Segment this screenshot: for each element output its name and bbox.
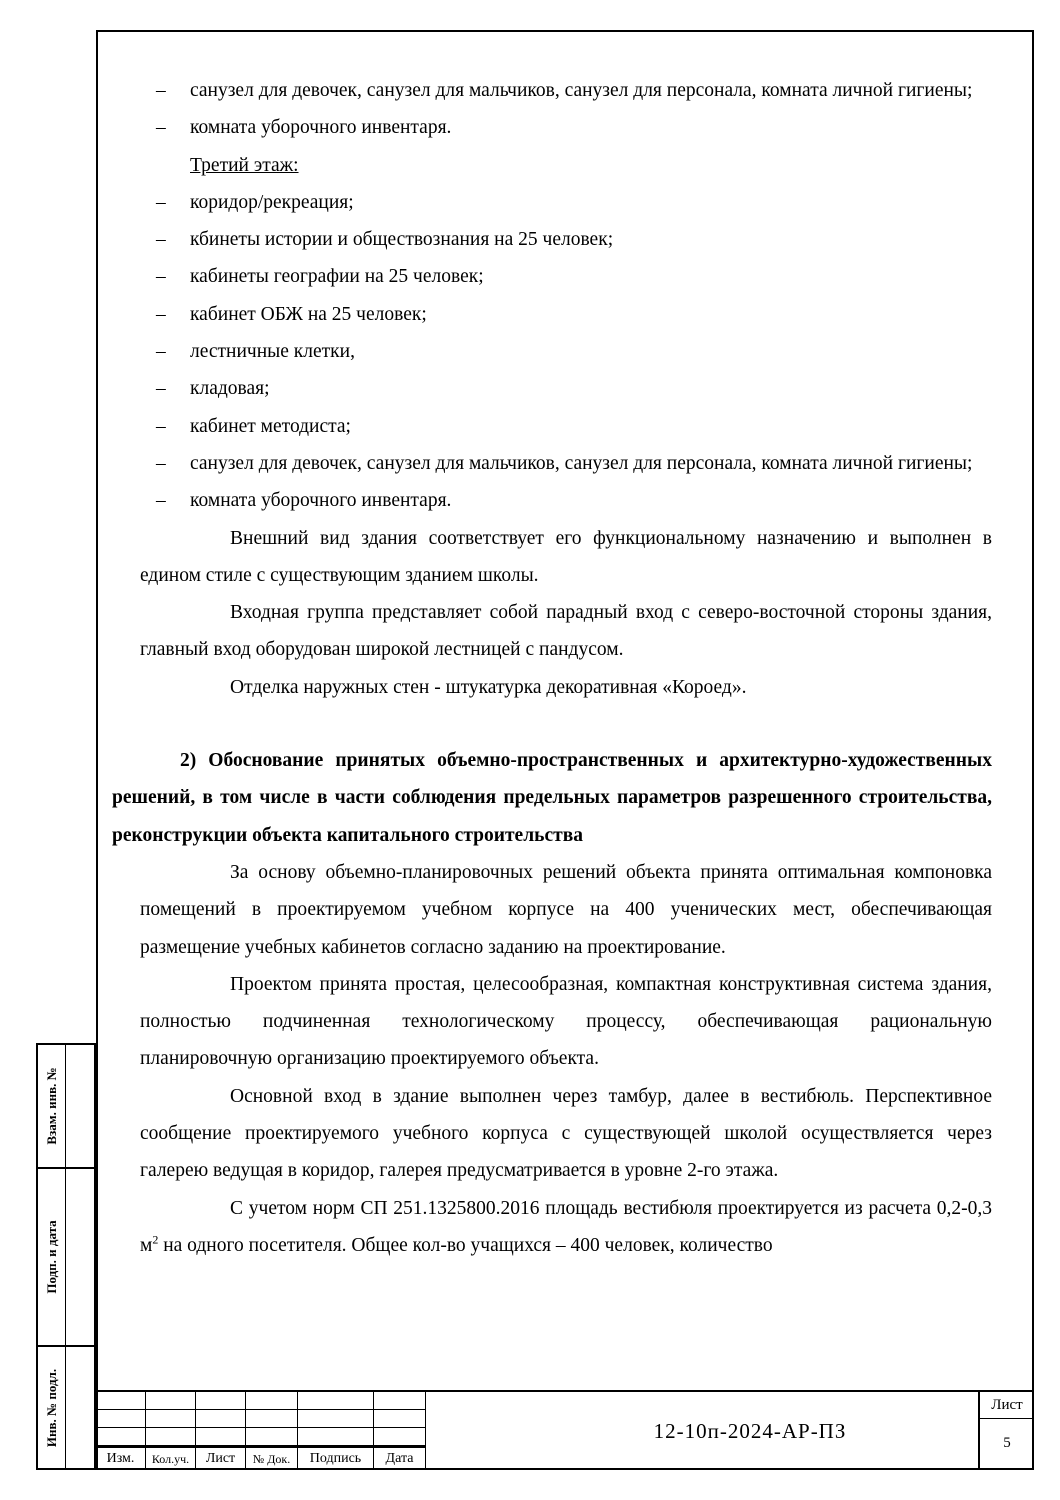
side-stamp-original: [36, 1345, 96, 1470]
title-block: [96, 1390, 1034, 1470]
list-item: – комната уборочного инвентаря.: [156, 490, 452, 512]
side-label: Инв. № подл.: [43, 1368, 59, 1447]
header-signature: Подпись: [298, 1446, 374, 1470]
revision-table: [96, 1392, 426, 1470]
document-body: [112, 72, 992, 1264]
list-item: – коридор/рекреация;: [156, 191, 354, 213]
side-stamp-replacement: [36, 1043, 96, 1169]
list-item: – санузел для девочек, санузел для мальчиков, санузел для персонала, комната личной гигиены;: [156, 80, 973, 101]
sheet-number: 5: [1003, 1435, 1011, 1451]
paragraph-norms: С учетом норм СП 251.1325800.2016 площадь вестибюля проектируется из расчета 0,2-0,3 $м^2$ на одного посетителя. Общее кол-во учащихся – 400 человек, количество: [140, 1197, 992, 1256]
paragraph-entrance: Входная группа представляет собой парадный вход с северо-восточной стороны здания, главный вход оборудован широкой лестницей с пандусом.: [140, 602, 992, 661]
list-item: – санузел для девочек, санузел для мальчиков, санузел для персонала, комната личной гигиены;: [156, 452, 973, 474]
side-label: Взам. инв. №: [43, 1067, 59, 1145]
sheet-label: Лист: [980, 1392, 1034, 1419]
section-heading: 2) Обоснование принятых объемно-пространственных и архитектурно-художественных решений, в том числе в части соблюдения предельных параметров разрешенного строительства, реконструкции объекта капитального строительства: [112, 750, 992, 846]
list-item: – кабинет методиста;: [156, 415, 351, 437]
header-change: Изм.: [96, 1446, 146, 1470]
header-doc: № Док.: [246, 1446, 298, 1470]
side-label: Подп. и дата: [43, 1220, 59, 1294]
side-stamp-signature: [36, 1167, 96, 1347]
list-item: – кабинет ОБЖ на 25 человек;: [156, 303, 427, 325]
header-date: Дата: [374, 1446, 426, 1470]
document-code: 12-10п-2024-АР-ПЗ: [653, 1418, 847, 1443]
paragraph-main-entrance: Основной вход в здание выполнен через тамбур, далее в вестибюль. Перспективное сообщение проектируемого учебного корпуса с существующей школой осуществляется через галерею ведущая в коридор, галерея предусматривается в уровне 2-го этажа.: [140, 1085, 992, 1182]
list-item: – кладовая;: [156, 378, 270, 400]
list-item: – лестничные клетки,: [156, 341, 355, 363]
list-item: – кбинеты истории и обществознания на 25 человек;: [156, 229, 614, 251]
list-item: – кабинеты географии на 25 человек;: [156, 266, 484, 288]
header-sheet: Лист: [196, 1446, 246, 1470]
paragraph-system: Проектом принята простая, целесообразная, компактная конструктивная система здания, полностью подчиненная технологическому процессу, обеспечивающая рациональную планировочную организацию проектируемого объекта.: [140, 973, 992, 1070]
paragraph-exterior: Внешний вид здания соответствует его функциональному назначению и выполнен в едином стиле с существующим зданием школы.: [140, 527, 992, 586]
list-item: – комната уборочного инвентаря.: [156, 117, 452, 139]
sheet-box: [978, 1392, 1034, 1470]
floor3-heading: Третий этаж:: [190, 154, 299, 176]
header-count: Кол.уч.: [146, 1446, 196, 1470]
paragraph-finish: Отделка наружных стен - штукатурка декоративная «Короед».: [230, 676, 747, 698]
paragraph-basis: За основу объемно-планировочных решений объекта принята оптимальная компоновка помещений в проектируемом учебном корпусе на 400 ученических мест, обеспечивающая размещение учебных кабинетов согласно заданию на проектирование.: [140, 861, 992, 958]
